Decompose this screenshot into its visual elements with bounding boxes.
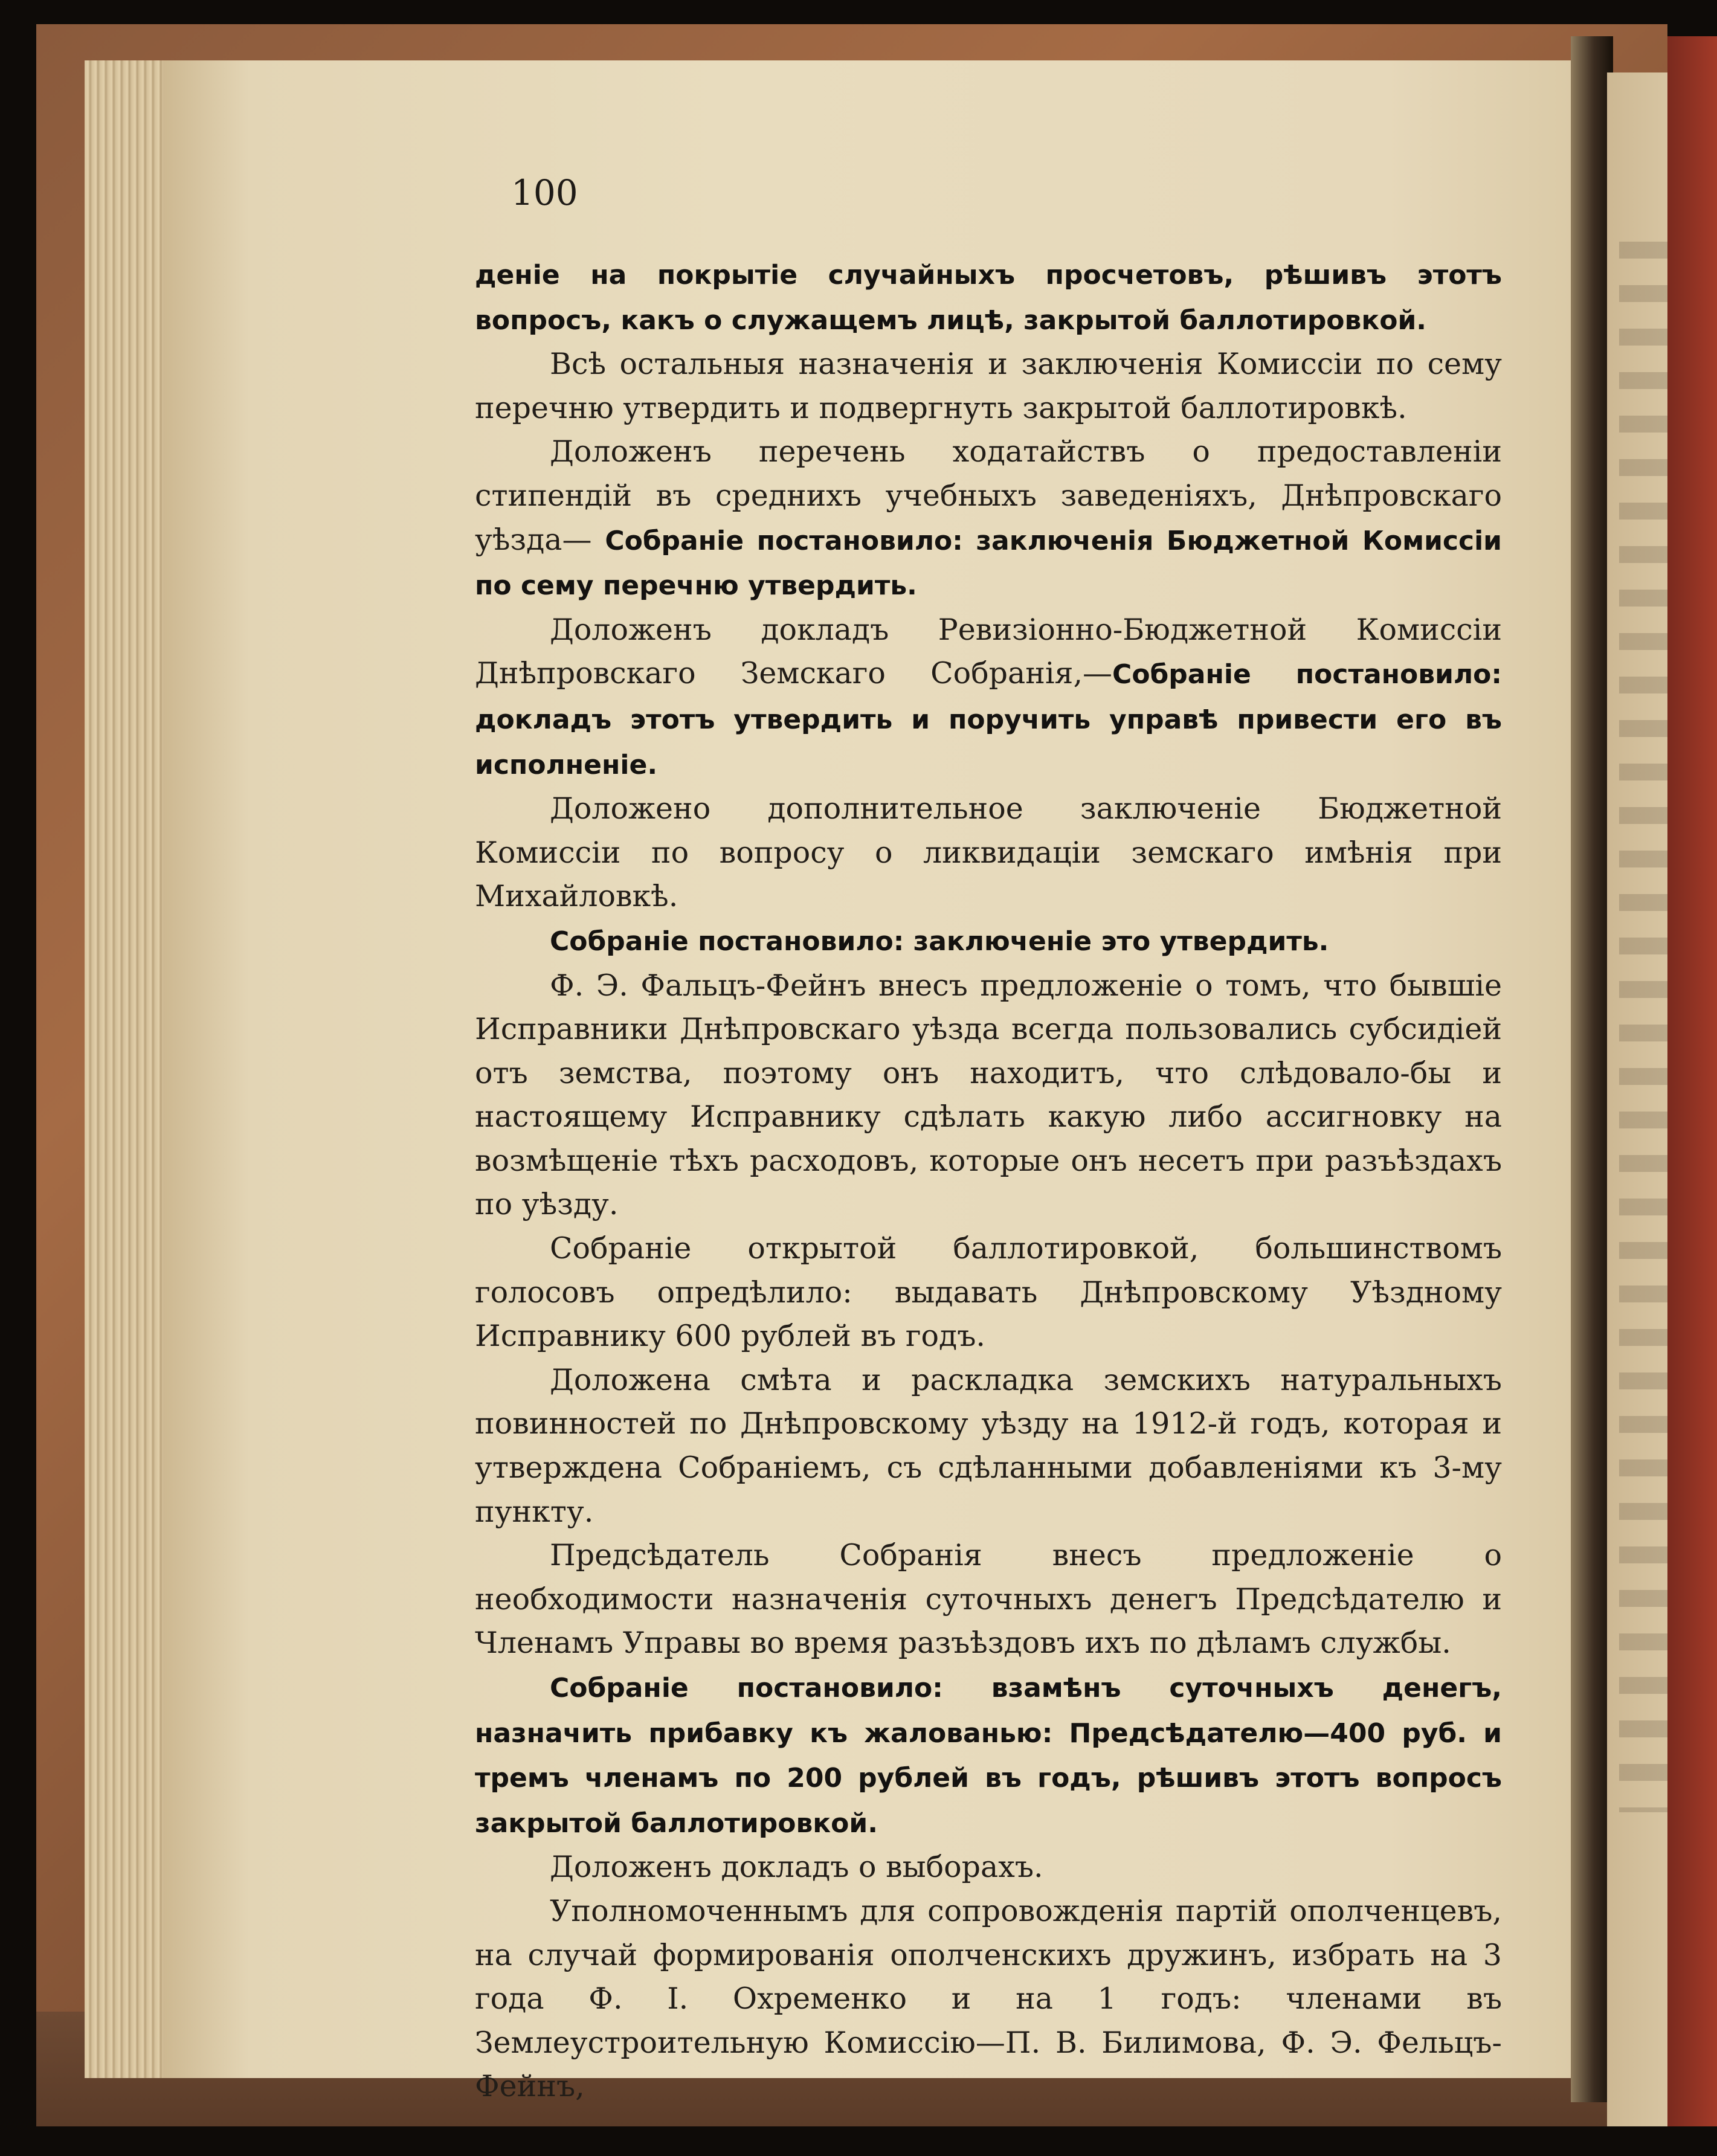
paragraph [475,430,1502,608]
paragraph [475,343,1502,430]
bold-text-run: Собраніе постановило: докладъ этотъ утвердить и поручить управѣ привести его въ исполненіе. [475,659,1502,780]
page-body [475,253,1502,2109]
page-number: 100 [511,172,578,213]
bold-text-run: Собраніе постановило: взамѣнъ суточныхъ денегъ, назначить прибавку къ жалованью: Предсѣдателю—400 руб. и тремъ членамъ по 200 рублей въ годъ, рѣшивъ этотъ вопросъ закрытой баллотировкой. [475,1673,1502,1839]
bold-text-run: Собраніе постановило: заключеніе это утвердить. [550,925,1329,957]
text-run: Уполномоченнымъ для сопровожденія партій ополченцевъ, на случай формированія ополченскихъ дружинъ, избрать на 3 года Ф. І. Охременко и на 1 годъ: членами въ Землеустроительную Комиссію—П. В. Билимова, Ф. Э. Фельцъ-Фейнъ, [475,1893,1502,2104]
text-run: Доложена смѣта и раскладка земскихъ натуральныхъ повинностей по Днѣпровскому уѣзду на 1912-й годъ, которая и утверждена Собраніемъ, съ сдѣланными добавленіями къ 3-му пункту. [475,1362,1502,1529]
binding-edge [1667,36,1717,2126]
bold-text-run: деніе на покрытіе случайныхъ просчетовъ, рѣшивъ этотъ вопросъ, какъ о служащемъ лицѣ, закрытой баллотировкой. [475,260,1502,336]
bold-text-run: Собраніе постановило: заключенія Бюджетной Комиссіи по сему перечню утвердить. [475,525,1502,602]
paragraph [475,919,1502,964]
paragraph [475,964,1502,1228]
page-edges [85,60,169,2078]
text-run: Собраніе открытой баллотировкой, большинствомъ голосовъ опредѣлило: выдавать Днѣпровскому Уѣздному Исправнику 600 рублей въ годъ. [475,1231,1502,1354]
paragraph [475,1227,1502,1359]
paragraph [475,253,1502,343]
paragraph [475,1890,1502,2109]
text-run: Доложенъ перечень ходатайствъ о предоставленіи стипендій въ среднихъ учебныхъ заведеніяхъ, Днѣпровскаго уѣзда— [475,434,1502,557]
text-run: Всѣ остальныя назначенія и заключенія Комиссіи по сему перечню утвердить и подвергнуть закрытой баллотировкѣ. [475,347,1502,425]
text-run: Доложенъ докладъ Ревизіонно-Бюджетной Комиссіи Днѣпровскаго Земскаго Собранія,— [475,612,1502,691]
paragraph [475,1359,1502,1534]
text-run: Доложенъ докладъ о выборахъ. [550,1850,1043,1885]
text-run: Предсѣдатель Собранія внесъ предложеніе о необходимости назначенія суточныхъ денегъ Предсѣдателю и Членамъ Управы во время разъѣздовъ ихъ по дѣламъ службы. [475,1538,1502,1661]
paragraph [475,1845,1502,1890]
paragraph [475,787,1502,919]
paragraph [475,1534,1502,1665]
paragraph [475,1665,1502,1845]
text-run: Доложено дополнительное заключеніе Бюджетной Комиссіи по вопросу о ликвидаціи земскаго имѣнія при Михайловкѣ. [475,791,1502,914]
text-run: Ф. Э. Фальцъ-Фейнъ внесъ предложеніе о томъ, что бывшіе Исправники Днѣпровскаго уѣзда всегда пользовались субсидіей отъ земства, поэтому онъ находитъ, что слѣдовало-бы и настоящему Исправнику сдѣлать какую либо ассигновку на возмѣщеніе тѣхъ расходовъ, которые онъ несетъ при разъѣздахъ по уѣзду. [475,968,1502,1222]
paragraph [475,608,1502,787]
